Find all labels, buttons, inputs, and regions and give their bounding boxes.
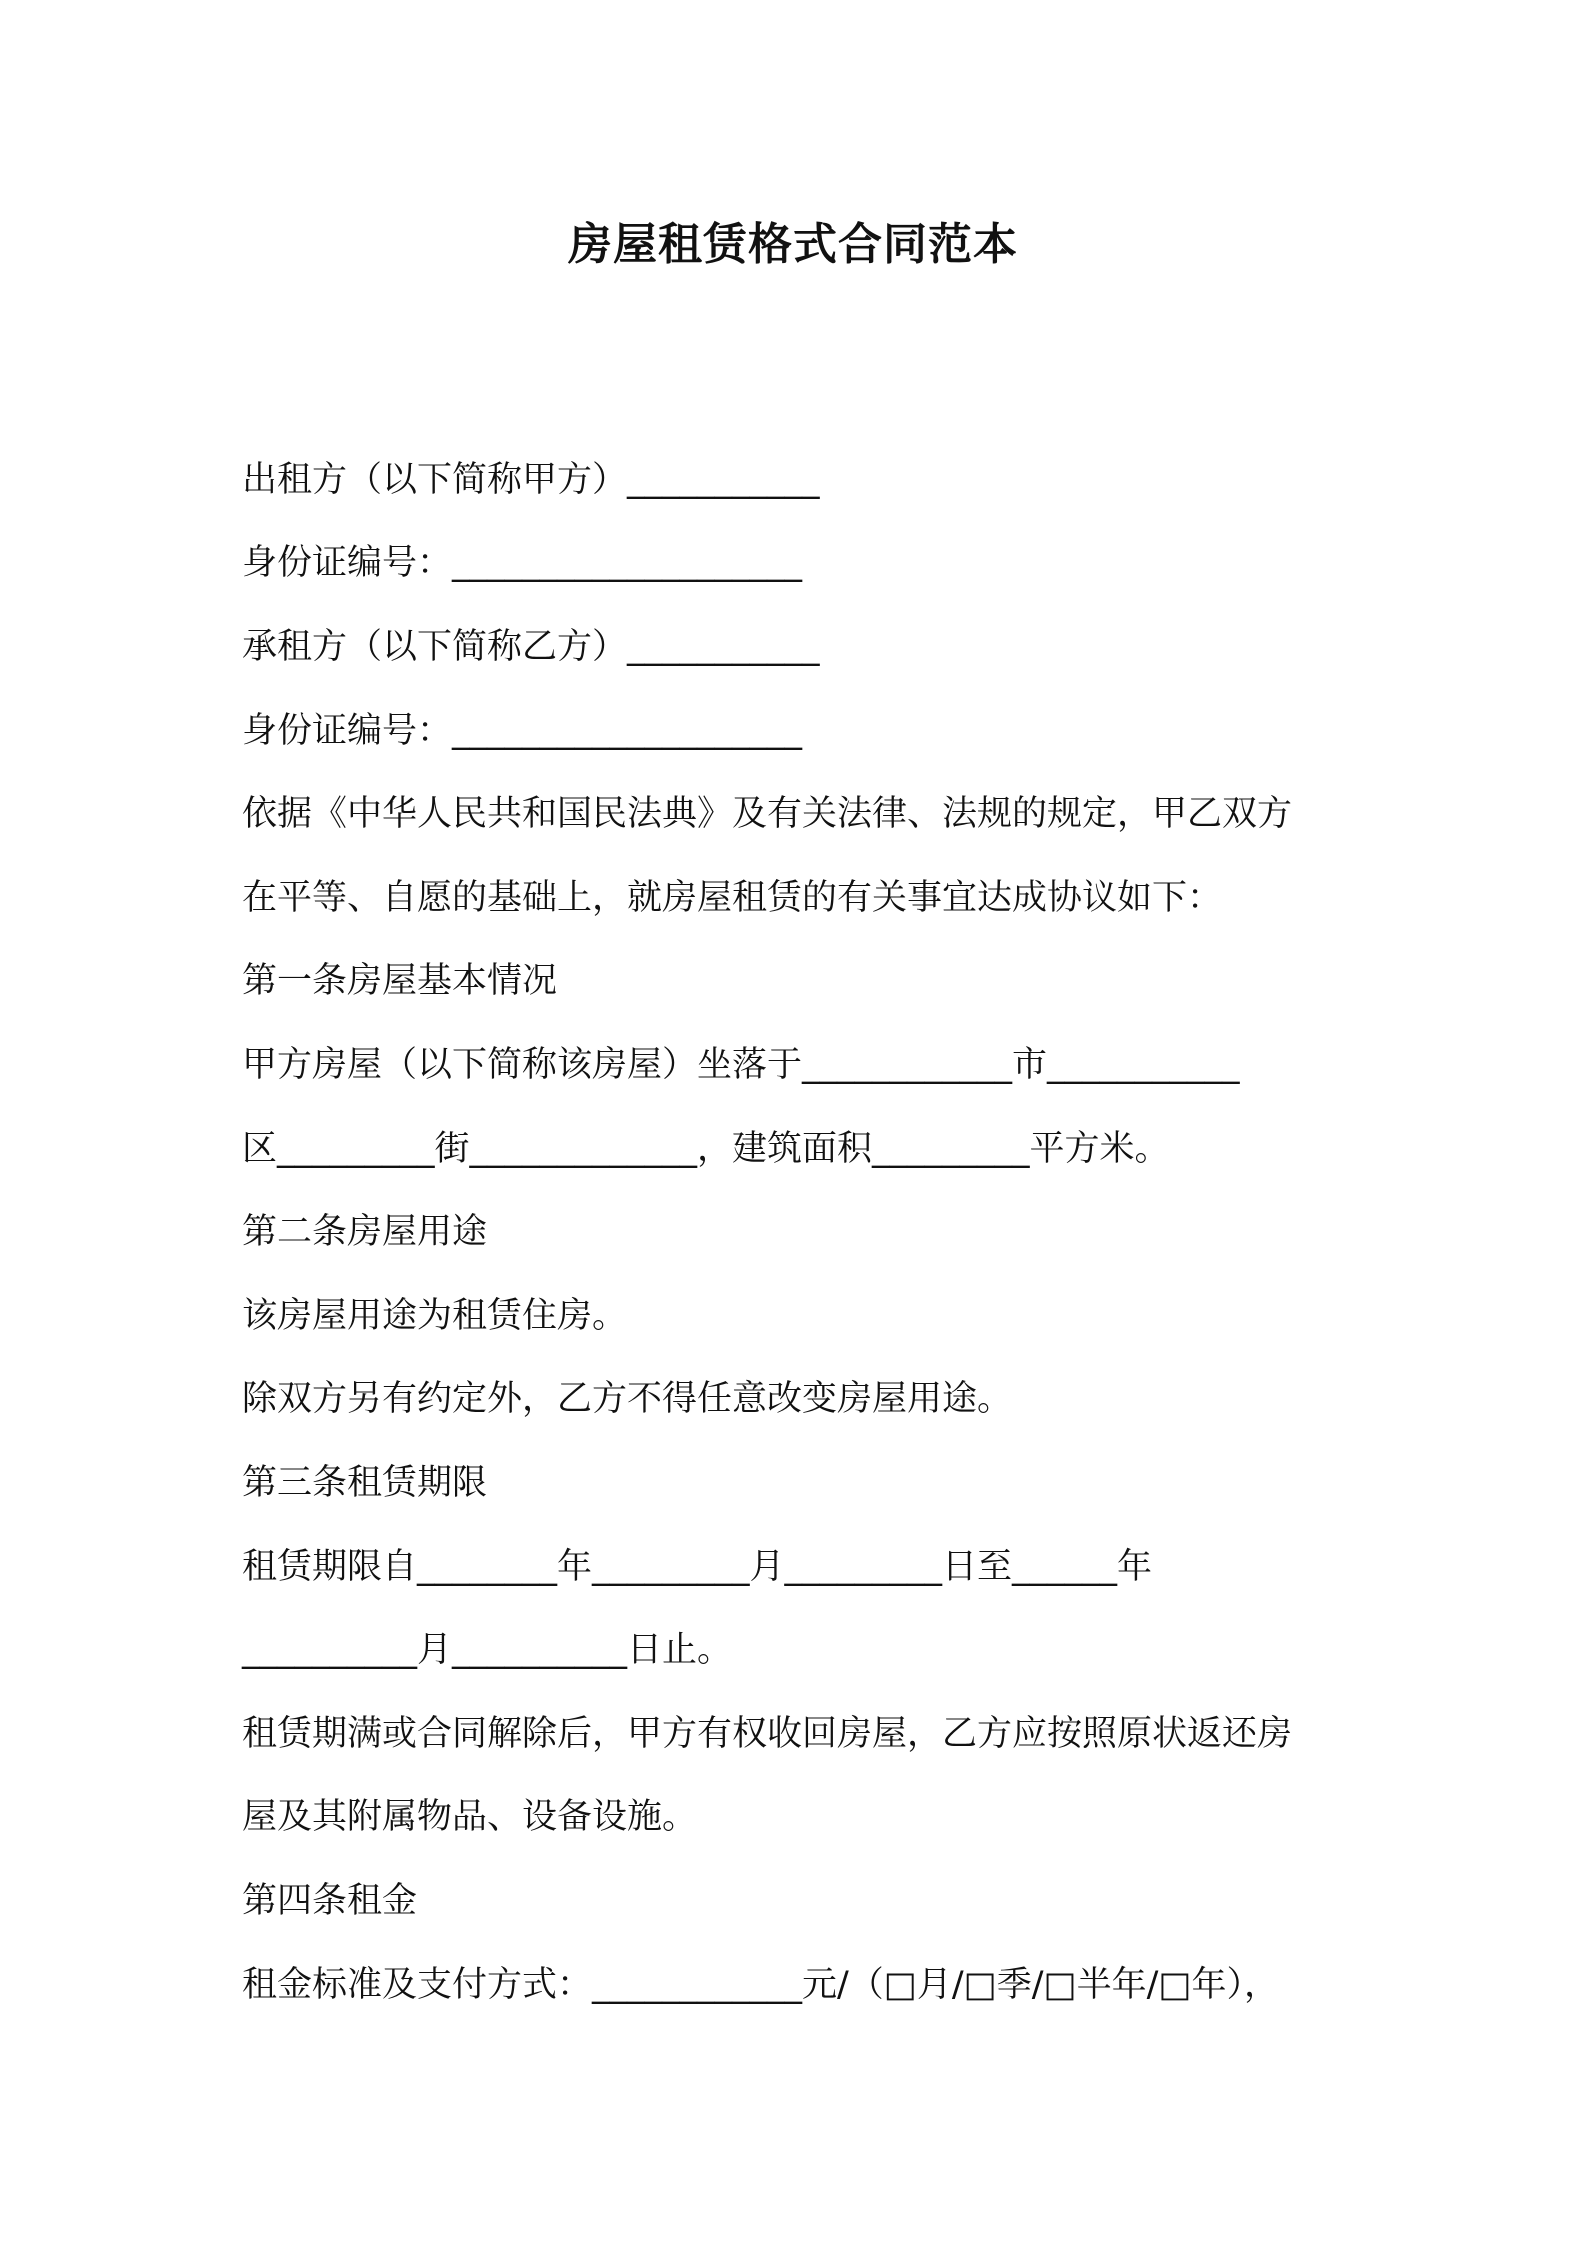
article-4-line-1: 租金标准及支付方式：____________元/（□月/□季/□半年/□年）， <box>242 1965 1279 2005</box>
lessor-line: 出租方（以下简称甲方）___________ <box>242 460 820 500</box>
article-3-line-1: 租赁期限自________年_________月_________日至______年 <box>242 1547 1153 1587</box>
preamble-line-2: 在平等、自愿的基础上，就房屋租赁的有关事宜达成协议如下： <box>242 878 1223 918</box>
article-4-heading: 第四条租金 <box>242 1881 418 1921</box>
article-3-line-4: 屋及其附属物品、设备设施。 <box>242 1797 698 1837</box>
document-title: 房屋租赁格式合同范本 <box>568 219 1018 270</box>
article-1-heading: 第一条房屋基本情况 <box>242 961 558 1001</box>
lessee-line: 承租方（以下简称乙方）___________ <box>242 627 820 667</box>
article-3-heading: 第三条租赁期限 <box>242 1463 488 1503</box>
article-2-line-1: 该房屋用途为租赁住房。 <box>242 1296 628 1336</box>
article-3-line-3: 租赁期满或合同解除后，甲方有权收回房屋，乙方应按照原状返还房 <box>242 1714 1293 1754</box>
article-2-line-2: 除双方另有约定外，乙方不得任意改变房屋用途。 <box>242 1379 1013 1419</box>
lessee-id-line: 身份证编号：____________________ <box>242 711 803 751</box>
article-1-line-2: 区_________街_____________，建筑面积_________平方米。 <box>242 1129 1170 1169</box>
article-2-heading: 第二条房屋用途 <box>242 1212 488 1252</box>
article-1-line-1: 甲方房屋（以下简称该房屋）坐落于____________市___________ <box>242 1045 1240 1085</box>
lessor-id-line: 身份证编号：____________________ <box>242 543 803 583</box>
article-3-line-2: __________月__________日止。 <box>242 1630 733 1670</box>
preamble-line-1: 依据《中华人民共和国民法典》及有关法律、法规的规定，甲乙双方 <box>242 794 1293 834</box>
